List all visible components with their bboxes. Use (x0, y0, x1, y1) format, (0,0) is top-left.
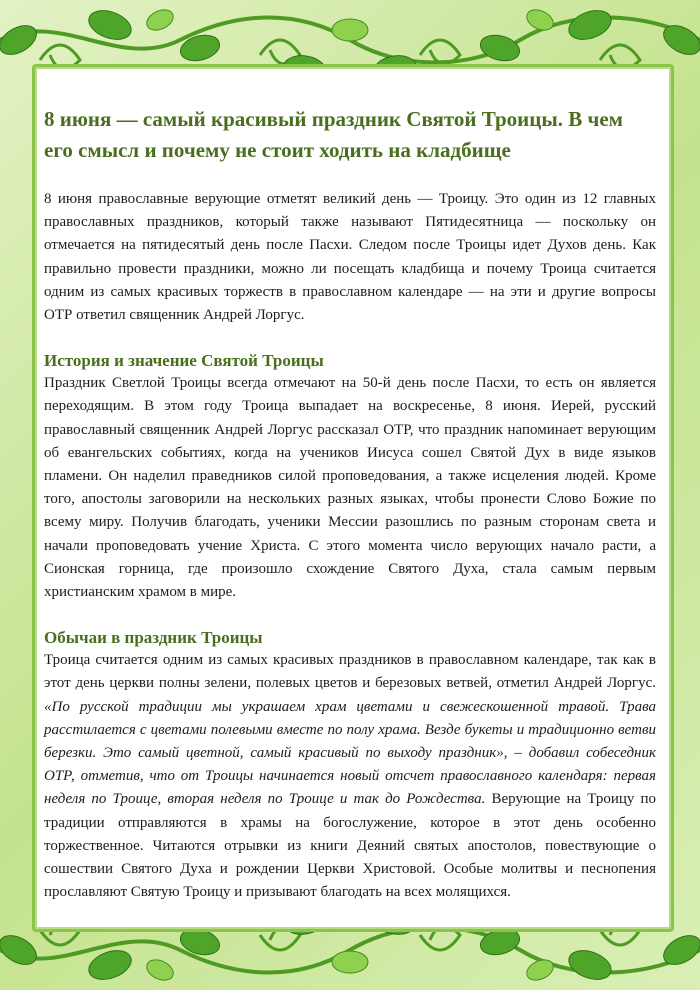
article (44, 104, 656, 904)
section-text-history: Праздник Светлой Троицы всегда отмечают на 50-й день после Пасхи, то есть он является переходящим. В этом году Троица выпадает на воскресенье, 8 июня. Иерей, русский православный священник Андрей Лоргус рассказал ОТР, что праздник напоминает верующим об евангельских событиях, когда на учеников Иисуса сошел Святой Дух в виде языков пламени. Он наделил праведников силой проповедования, а также исцеления людей. Кроме того, апостолы заговорили на нескольких разных языках, чтобы пронести Слово Божие по всему миру. Получив благодать, ученики Мессии разошлись по разным сторонам света и начали проповедовать учение Христа. С этого момента число верующих начало расти, а Сионская горница, где произошло схождение Святого Духа, стала самым первым христианским храмом в мире. (44, 375, 656, 601)
customs-text-before: Троица считается одним из самых красивых праздников в православном календаре, так как в этот день церкви полны зелени, полевых цветов и березовых ветвей, отметил Андрей Лоргус. (44, 652, 656, 692)
customs-text-after: Верующие на Троицу по традиции отправляются в храмы на богослужение, которое в этот день особенно торжественное. Читаются отрывки из книги Деяний святых апостолов, повествующие о сошествии Святого Духа и рождении Церкви Христовой. Особые молитвы и песнопения прославляют Святую Троицу и призывают благодать на всех молящихся. (44, 791, 657, 901)
section-text-customs (44, 649, 656, 904)
article-intro: 8 июня православные верующие отметят великий день — Троицу. Это один из 12 главных православных праздников, который также называют Пятидесятница — поскольку он отмечается на пятидесятый день после Пасхи. Следом после Троицы идет Духов день. Как правильно провести праздники, можно ли посещать кладбища и почему Троица считается одним из самых красивых торжеств в православном календаре — на эти и другие вопросы ОТР ответил священник Андрей Лоргус. (44, 191, 656, 324)
article-title: 8 июня — самый красивый праздник Святой Троицы. В чем его смысл и почему не стоит ходить на кладбище (44, 107, 623, 162)
customs-quote: «По русской традиции мы украшаем храм цветами и свежескошенной травой. Трава расстилается с цветами полевыми вместе по полу храма. Везде букеты и традиционно ветви березки. Это самый цветной, самый красивый по выходу праздник», – добавил собеседник ОТР, отметив, что от Троицы начинается новый отсчет православного календаря: первая неделя по Троице, вторая неделя по Троице и так до Рождества. (44, 698, 656, 808)
section-heading-history: История и значение Святой Троицы (44, 351, 324, 371)
section-heading-customs: Обычаи в праздник Троицы (44, 628, 263, 648)
